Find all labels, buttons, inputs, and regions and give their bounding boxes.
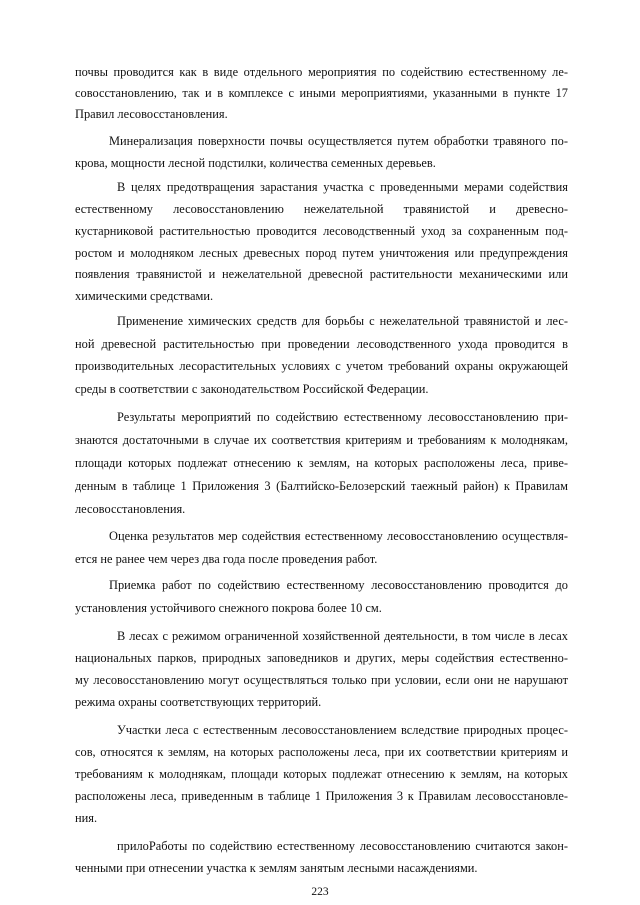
text-line: знаются достаточными в случае их соответствия критериям и требованиям к молоднякам, [75, 433, 568, 447]
text-line: расположены леса, приведенным в таблице 1 Приложения 3 к Правилам лесовосстановле- [75, 789, 568, 803]
text-line: В лесах с режимом ограниченной хозяйственной деятельности, в том числе в лесах [117, 629, 568, 643]
text-line: В целях предотвращения зарастания участка с проведенными мерами содействия [117, 180, 568, 194]
text-line: производительных лесорастительных условиях с учетом требований охраны окружающей [75, 359, 568, 373]
text-line: почвы проводится как в виде отдельного мероприятия по содействию естественному ле- [75, 65, 568, 79]
page-number: 223 [311, 886, 329, 898]
text-line: кустарниковой растительностью проводится лесоводственный уход за сохраненным под- [75, 224, 568, 238]
text-line: химическими средствами. [75, 289, 214, 303]
text-line: площади которых подлежат отнесению к землям, на которых расположены леса, приве- [75, 456, 568, 470]
text-line: ной древесной растительностью при проведении лесоводственного ухода проводится в [75, 337, 568, 351]
text-line: естественному лесовосстановлению нежелательной травянистой и древесно- [75, 202, 568, 216]
text-line: Правил лесовосстановления. [75, 107, 228, 121]
text-line: ния. [75, 811, 98, 825]
text-line: прилоРаботы по содействию естественному лесовосстановлению считаются закон- [117, 839, 568, 853]
text-line: требованиям к молоднякам, площади которых подлежат отнесению к землям, на которых [75, 767, 568, 781]
text-line: установления устойчивого снежного покрова более 10 см. [75, 601, 382, 615]
text-line: ченными при отнесении участка к землям занятым лесными насаждениями. [75, 861, 478, 875]
text-line: Участки леса с естественным лесовосстановлением вследствие природных процес- [117, 723, 568, 737]
text-line: совосстановлению, так и в комплексе с иными мероприятиями, указанными в пункте 17 [75, 86, 568, 100]
text-line: среды в соответствии с законодательством Российской Федерации. [75, 382, 429, 396]
text-line: денным в таблице 1 Приложения 3 (Балтийско-Белозерский таежный район) к Правилам [75, 479, 568, 493]
text-line: Минерализация поверхности почвы осуществляется путем обработки травяного по- [109, 134, 568, 148]
text-line: лесовосстановления. [75, 502, 186, 516]
text-line: ется не ранее чем через два года после проведения работ. [75, 552, 378, 566]
text-line: ростом и молодняком лесных древесных пород путем уничтожения или предупреждения [75, 246, 568, 260]
text-line: появления травянистой и нежелательной древесной растительности механическими или [75, 267, 568, 281]
text-line: Оценка результатов мер содействия естественному лесовосстановлению осуществля- [109, 529, 568, 543]
text-line: сов, относятся к землям, на которых расположены леса, при их соответствии критериям и [75, 745, 568, 759]
text-line: Применение химических средств для борьбы с нежелательной травянистой и лес- [117, 314, 568, 328]
text-line: Приемка работ по содействию естественному лесовосстановлению проводится до [109, 578, 568, 592]
text-line: национальных парков, природных заповедников и других, меры содействия естественно- [75, 651, 568, 665]
text-line: режима охраны соответствующих территорий. [75, 695, 322, 709]
text-line: му лесовосстановлению могут осуществляться только при условии, если они не нарушают [75, 673, 568, 687]
text-line: Результаты мероприятий по содействию естественному лесовосстановлению при- [117, 410, 568, 424]
text-line: крова, мощности лесной подстилки, количества семенных деревьев. [75, 156, 436, 170]
